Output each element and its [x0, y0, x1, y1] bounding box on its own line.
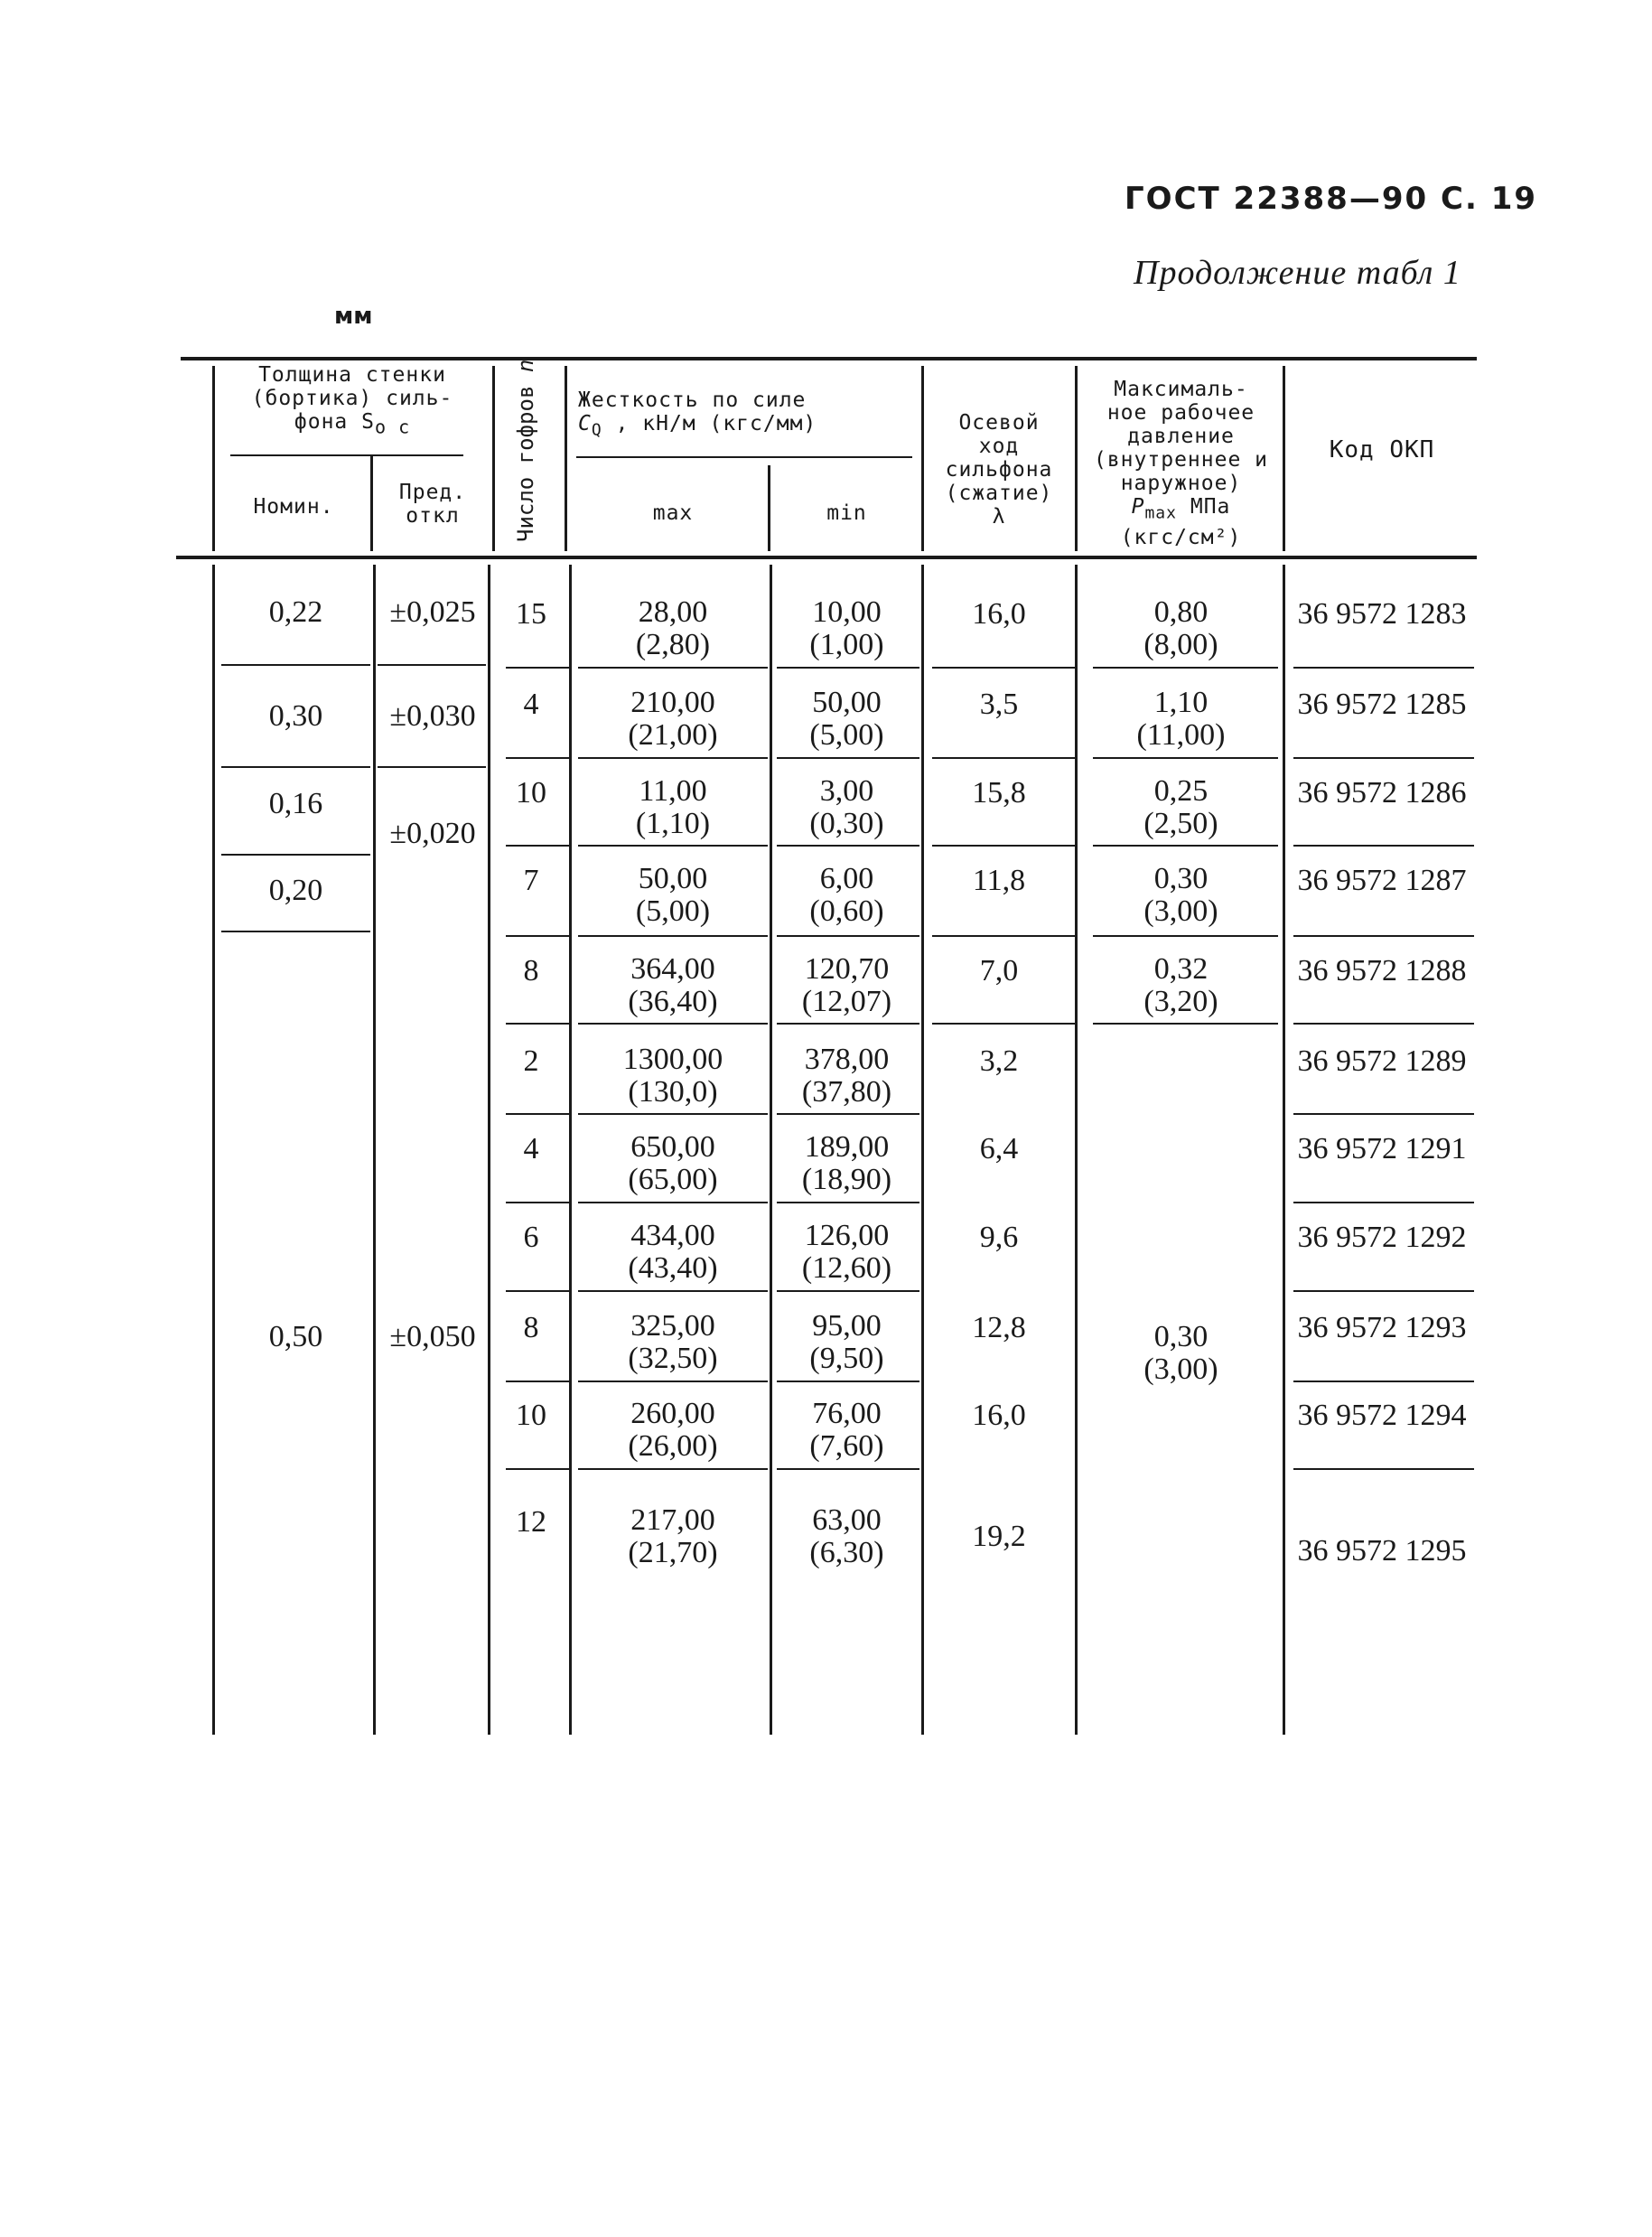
pressure-cell-shared: 0,30 (3,00) — [1143, 1320, 1218, 1386]
corrugations-cell: 4 — [523, 688, 539, 721]
deviation-cell: ±0,025 — [389, 595, 476, 629]
col-divider-1b — [373, 565, 376, 1735]
row-rule — [1293, 667, 1474, 669]
row-rule — [1093, 845, 1278, 847]
okp-code-cell: 36 9572 1294 — [1297, 1399, 1467, 1432]
row-rule — [506, 667, 569, 669]
group-rule — [221, 766, 370, 768]
axial-cell: 15,8 — [972, 776, 1026, 810]
stiffness-min-cell: 50,00 (5,00) — [809, 686, 884, 752]
corrugations-cell: 8 — [523, 1311, 539, 1344]
col-divider-6 — [1075, 366, 1078, 551]
header-deviation: Пред. откл — [398, 481, 467, 528]
stiffness-min-cell: 63,00 (6,30) — [809, 1503, 884, 1569]
okp-code-cell: 36 9572 1289 — [1297, 1044, 1467, 1078]
corrugations-cell: 7 — [523, 864, 539, 897]
deviation-cell: ±0,030 — [389, 699, 476, 733]
row-rule — [1093, 667, 1278, 669]
stiffness-max-cell: 210,00 (21,00) — [628, 686, 718, 752]
col-divider-2 — [492, 366, 495, 551]
axial-cell: 7,0 — [979, 954, 1019, 987]
header-okp: Код ОКП — [1329, 436, 1435, 463]
row-rule — [1293, 1468, 1474, 1470]
pressure-cell: 0,32 (3,20) — [1143, 952, 1218, 1018]
stiffness-min-cell: 3,00 (0,30) — [809, 774, 884, 840]
row-rule — [506, 935, 569, 937]
row-rule — [506, 1468, 569, 1470]
stiffness-min-cell: 10,00 (1,00) — [809, 595, 884, 661]
axial-cell: 3,2 — [979, 1044, 1019, 1078]
stiffness-min-cell: 120,70 (12,07) — [801, 952, 892, 1018]
row-rule — [506, 1023, 569, 1025]
row-rule — [578, 1202, 768, 1203]
table-header-rule — [176, 556, 1477, 559]
group-rule — [378, 664, 486, 666]
deviation-cell: ±0,050 — [389, 1320, 476, 1353]
row-rule — [777, 845, 919, 847]
row-rule — [777, 935, 919, 937]
row-rule — [506, 1202, 569, 1203]
row-rule — [1293, 845, 1474, 847]
row-rule — [777, 757, 919, 759]
row-rule — [578, 935, 768, 937]
col-divider-3b — [569, 565, 572, 1735]
corrugations-cell: 15 — [516, 597, 546, 631]
row-rule — [932, 845, 1075, 847]
row-rule — [932, 757, 1075, 759]
col-divider-7b — [1283, 565, 1285, 1735]
row-rule — [777, 1023, 919, 1025]
stiffness-max-cell: 28,00 (2,80) — [635, 595, 711, 661]
row-rule — [1293, 757, 1474, 759]
row-rule — [578, 1381, 768, 1382]
stiffness-max-cell: 11,00 (1,10) — [635, 774, 711, 840]
header-pressure: Максималь- ное рабочее давление (внутреннее и наружное) $P_{max}$ МПа (кгс/см²) — [1093, 378, 1268, 549]
row-rule — [932, 1023, 1075, 1025]
row-rule — [1293, 1202, 1474, 1203]
stiffness-max-cell: 325,00 (32,50) — [628, 1309, 718, 1375]
row-rule — [1093, 935, 1278, 937]
row-rule — [578, 757, 768, 759]
row-rule — [578, 1468, 768, 1470]
okp-code-cell: 36 9572 1285 — [1297, 688, 1467, 721]
header-corrugations: Число гофров n — [513, 359, 538, 542]
row-rule — [777, 667, 919, 669]
row-rule — [578, 1023, 768, 1025]
col-divider-0 — [212, 366, 215, 551]
pressure-cell: 0,25 (2,50) — [1143, 774, 1218, 840]
row-rule — [1293, 1023, 1474, 1025]
nominal-cell: 0,16 — [268, 787, 323, 820]
row-rule — [1293, 1290, 1474, 1292]
continuation-label: Продолжение табл 1 — [1134, 254, 1461, 292]
col-divider-2b — [488, 565, 490, 1735]
stiffness-min-cell: 189,00 (18,90) — [801, 1130, 892, 1196]
row-rule — [506, 757, 569, 759]
okp-code-cell: 36 9572 1291 — [1297, 1132, 1467, 1165]
header-stiffness: Жесткость по силе $C_Q$ , кН/м (кгс/мм) — [578, 388, 817, 440]
corrugations-cell: 8 — [523, 954, 539, 987]
axial-cell: 16,0 — [972, 1399, 1026, 1432]
pressure-cell: 0,80 (8,00) — [1143, 595, 1218, 661]
pressure-cell: 1,10 (11,00) — [1136, 686, 1226, 752]
row-rule — [777, 1202, 919, 1203]
header-subrule-thickness — [230, 454, 463, 456]
group-rule — [378, 766, 486, 768]
axial-cell: 3,5 — [979, 688, 1019, 721]
okp-code-cell: 36 9572 1292 — [1297, 1221, 1467, 1254]
row-rule — [932, 667, 1075, 669]
col-divider-0b — [212, 565, 215, 1735]
okp-code-cell: 36 9572 1295 — [1297, 1534, 1467, 1568]
nominal-cell: 0,22 — [268, 595, 323, 629]
row-rule — [932, 935, 1075, 937]
row-rule — [1093, 1023, 1278, 1025]
corrugations-cell: 10 — [516, 1399, 546, 1432]
stiffness-max-cell: 260,00 (26,00) — [628, 1397, 718, 1463]
col-divider-4 — [768, 465, 770, 551]
unit-label: мм — [334, 303, 373, 330]
group-rule — [221, 664, 370, 666]
page-header: ГОСТ 22388—90 С. 19 — [1125, 181, 1538, 217]
axial-cell: 12,8 — [972, 1311, 1026, 1344]
row-rule — [777, 1468, 919, 1470]
row-rule — [777, 1290, 919, 1292]
nominal-cell: 0,20 — [268, 874, 323, 907]
axial-cell: 9,6 — [979, 1221, 1019, 1254]
header-subrule-stiffness — [576, 456, 912, 458]
header-stiffness-max: max — [652, 501, 694, 525]
row-rule — [1293, 1113, 1474, 1115]
corrugations-cell: 6 — [523, 1221, 539, 1254]
stiffness-min-cell: 6,00 (0,60) — [809, 862, 884, 928]
stiffness-max-cell: 364,00 (36,40) — [628, 952, 718, 1018]
stiffness-min-cell: 76,00 (7,60) — [809, 1397, 884, 1463]
row-rule — [777, 1381, 919, 1382]
row-rule — [506, 1290, 569, 1292]
group-rule — [221, 854, 370, 856]
okp-code-cell: 36 9572 1283 — [1297, 597, 1467, 631]
row-rule — [506, 1113, 569, 1115]
row-rule — [777, 1113, 919, 1115]
col-divider-3 — [565, 366, 567, 551]
nominal-cell: 0,30 — [268, 699, 323, 733]
corrugations-cell: 12 — [516, 1505, 546, 1539]
table-top-rule — [181, 357, 1477, 360]
stiffness-max-cell: 1300,00 (130,0) — [622, 1043, 723, 1109]
axial-cell: 6,4 — [979, 1132, 1019, 1165]
okp-code-cell: 36 9572 1288 — [1297, 954, 1467, 987]
row-rule — [506, 1381, 569, 1382]
okp-code-cell: 36 9572 1286 — [1297, 776, 1467, 810]
header-thickness: Толщина стенки (бортика) силь- фона $S_{о с}$ — [251, 363, 453, 438]
axial-cell: 11,8 — [972, 864, 1026, 897]
group-rule — [221, 931, 370, 932]
header-axial: Осевой ход сильфона (сжатие) λ — [945, 411, 1053, 529]
row-rule — [1293, 1381, 1474, 1382]
stiffness-max-cell: 217,00 (21,70) — [628, 1503, 718, 1569]
corrugations-cell: 4 — [523, 1132, 539, 1165]
stiffness-max-cell: 434,00 (43,40) — [628, 1219, 718, 1285]
col-divider-6b — [1075, 565, 1078, 1735]
nominal-cell: 0,50 — [268, 1320, 323, 1353]
header-nominal: Номин. — [253, 495, 334, 519]
stiffness-min-cell: 126,00 (12,60) — [801, 1219, 892, 1285]
header-stiffness-min: min — [826, 501, 867, 525]
deviation-cell: ±0,020 — [389, 817, 476, 850]
row-rule — [1293, 935, 1474, 937]
corrugations-cell: 10 — [516, 776, 546, 810]
okp-code-cell: 36 9572 1287 — [1297, 864, 1467, 897]
row-rule — [578, 845, 768, 847]
row-rule — [578, 1290, 768, 1292]
row-rule — [1093, 757, 1278, 759]
col-divider-1 — [370, 456, 373, 551]
stiffness-min-cell: 95,00 (9,50) — [809, 1309, 884, 1375]
stiffness-max-cell: 650,00 (65,00) — [628, 1130, 718, 1196]
row-rule — [578, 1113, 768, 1115]
row-rule — [506, 845, 569, 847]
stiffness-min-cell: 378,00 (37,80) — [801, 1043, 892, 1109]
pressure-cell: 0,30 (3,00) — [1143, 862, 1218, 928]
okp-code-cell: 36 9572 1293 — [1297, 1311, 1467, 1344]
stiffness-max-cell: 50,00 (5,00) — [635, 862, 711, 928]
row-rule — [578, 667, 768, 669]
axial-cell: 19,2 — [972, 1520, 1026, 1553]
col-divider-7 — [1283, 366, 1285, 551]
corrugations-cell: 2 — [523, 1044, 539, 1078]
axial-cell: 16,0 — [972, 597, 1026, 631]
